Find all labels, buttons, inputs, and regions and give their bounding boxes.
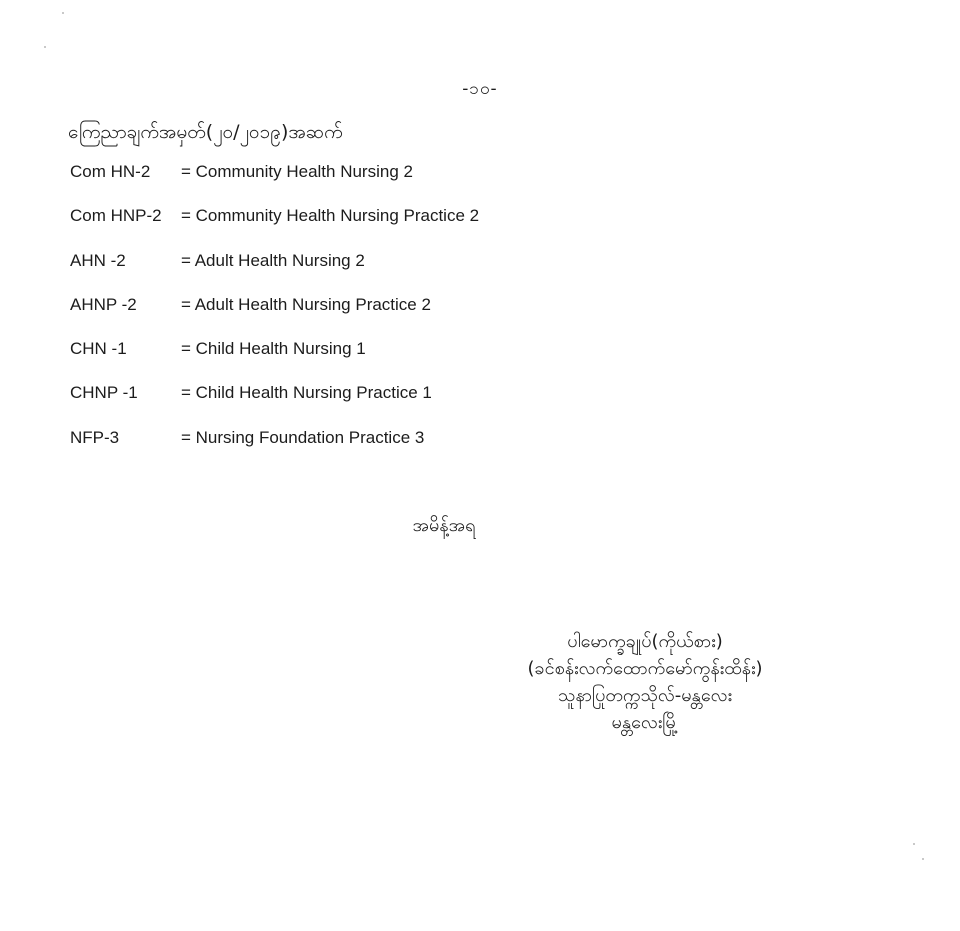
abbreviation-definition: = Community Health Nursing 2 <box>181 162 413 181</box>
abbreviation-code: Com HN-2 <box>70 162 151 181</box>
abbreviation-row <box>70 383 479 427</box>
abbreviation-code: CHNP -1 <box>70 383 138 403</box>
abbreviation-definition: = Child Health Nursing 1 <box>181 339 366 359</box>
abbreviation-list <box>70 162 479 472</box>
abbreviation-row <box>70 295 479 339</box>
abbreviation-definition: = Community Health Nursing Practice 2 <box>181 206 480 226</box>
signatory-title: (ခင်စန်းလက်ထောက်မော်ကွန်းထိန်း) <box>527 658 763 679</box>
abbreviation-definition: = Child Health Nursing Practice 1 <box>181 383 432 403</box>
abbreviation-row <box>70 339 479 383</box>
abbreviation-code: CHN -1 <box>70 339 127 359</box>
abbreviation-code: AHN -2 <box>70 250 126 270</box>
section-heading: ကြေညာချက်အမှတ်(၂၀/၂၀၁၉)အဆက် <box>68 121 343 143</box>
closing-line: အမိန့်အရ <box>412 515 476 536</box>
scan-speck <box>62 12 64 14</box>
abbreviation-code: AHNP -2 <box>70 294 137 314</box>
scan-speck <box>44 46 46 48</box>
abbreviation-code: NFP-3 <box>70 427 120 447</box>
city-name: မန္တလေးမြို့ <box>611 712 679 733</box>
abbreviation-definition: = Adult Health Nursing Practice 2 <box>181 294 431 314</box>
signatory-name: ပါမောက္ခချုပ်(ကိုယ်စား) <box>567 631 723 652</box>
abbreviation-definition: = Adult Health Nursing 2 <box>181 250 365 270</box>
page-number: -၁၀- <box>462 79 498 99</box>
abbreviation-row <box>70 428 479 472</box>
abbreviation-code: Com HNP-2 <box>70 206 162 226</box>
institution-name: သူနာပြုတက္ကသိုလ်-မန္တလေး <box>557 685 733 706</box>
scan-speck <box>913 843 915 845</box>
abbreviation-row <box>70 162 479 206</box>
abbreviation-row <box>70 206 479 250</box>
abbreviation-row <box>70 251 479 295</box>
signature-block <box>455 628 835 736</box>
scan-speck <box>922 858 924 860</box>
abbreviation-definition: = Nursing Foundation Practice 3 <box>181 427 425 447</box>
